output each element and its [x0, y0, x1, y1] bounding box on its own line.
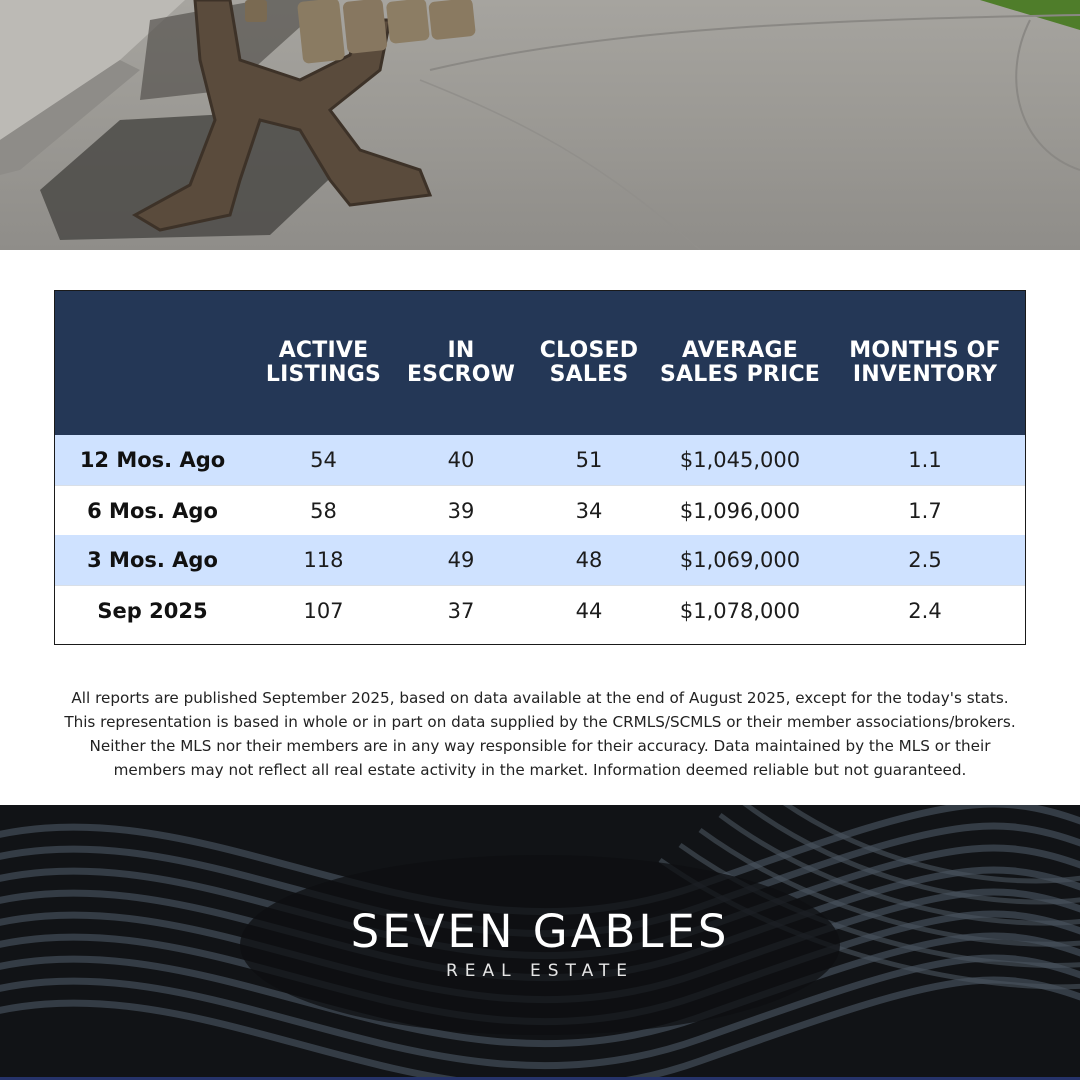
- cell-active-listings: 118: [303, 548, 344, 572]
- cell-closed-sales: 51: [575, 448, 603, 472]
- cell-months-of-inventory: 1.7: [908, 499, 942, 523]
- header-period: [55, 291, 250, 435]
- cell-active-listings: 107: [303, 599, 344, 623]
- row-period: 12 Mos. Ago: [79, 448, 226, 472]
- cell-months-of-inventory: 2.5: [908, 548, 942, 572]
- cell-average-sales-price: $1,078,000: [679, 599, 801, 623]
- market-stats-table: [54, 290, 1026, 645]
- brand-logo-tagline: REAL ESTATE: [445, 961, 635, 981]
- header-in-escrow: IN ESCROW: [406, 338, 516, 387]
- cell-closed-sales: 48: [575, 548, 603, 572]
- cell-active-listings: 58: [310, 499, 337, 523]
- table-header: [55, 291, 1025, 435]
- table-row: [55, 485, 1025, 535]
- cell-average-sales-price: $1,045,000: [679, 448, 801, 472]
- cell-in-escrow: 49: [447, 548, 475, 572]
- cell-closed-sales: 44: [575, 599, 603, 623]
- cell-in-escrow: 39: [447, 499, 475, 523]
- brand-logo-name: SEVEN GABLES: [350, 905, 730, 958]
- table-row: [55, 535, 1025, 585]
- header-closed-sales: CLOSED SALES: [539, 338, 639, 387]
- hero-photo: [0, 0, 1080, 250]
- table-row: [55, 435, 1025, 485]
- header-average-sales-price: AVERAGE SALES PRICE: [659, 338, 821, 387]
- disclaimer-text: All reports are published September 2025, based on data available at the end of August 2025, except for the today's stats. This representation is based in whole or in part on data supplied by the CRMLS/SCMLS or their member associations/brokers. Neither the MLS nor their members are in any way responsible for their accuracy. Data maintained by the MLS or their members may not reflect all real estate activity in the market. Information deemed reliable but not guaranteed.: [64, 689, 1016, 779]
- cell-in-escrow: 40: [447, 448, 475, 472]
- row-period: 3 Mos. Ago: [87, 548, 218, 572]
- cell-average-sales-price: $1,096,000: [679, 499, 801, 523]
- brand-footer: [0, 805, 1080, 1080]
- cell-closed-sales: 34: [575, 499, 603, 523]
- table-row: [55, 585, 1025, 635]
- cell-months-of-inventory: 1.1: [908, 448, 942, 472]
- bench-photo-illustration: [0, 0, 1080, 250]
- row-period: 6 Mos. Ago: [87, 499, 218, 523]
- header-active-listings: ACTIVE LISTINGS: [265, 338, 382, 387]
- cell-active-listings: 54: [310, 448, 337, 472]
- cell-months-of-inventory: 2.4: [908, 599, 942, 623]
- cell-in-escrow: 37: [447, 599, 475, 623]
- row-period: Sep 2025: [97, 599, 208, 623]
- header-months-of-inventory: MONTHS OF INVENTORY: [849, 338, 1001, 387]
- cell-average-sales-price: $1,069,000: [679, 548, 801, 572]
